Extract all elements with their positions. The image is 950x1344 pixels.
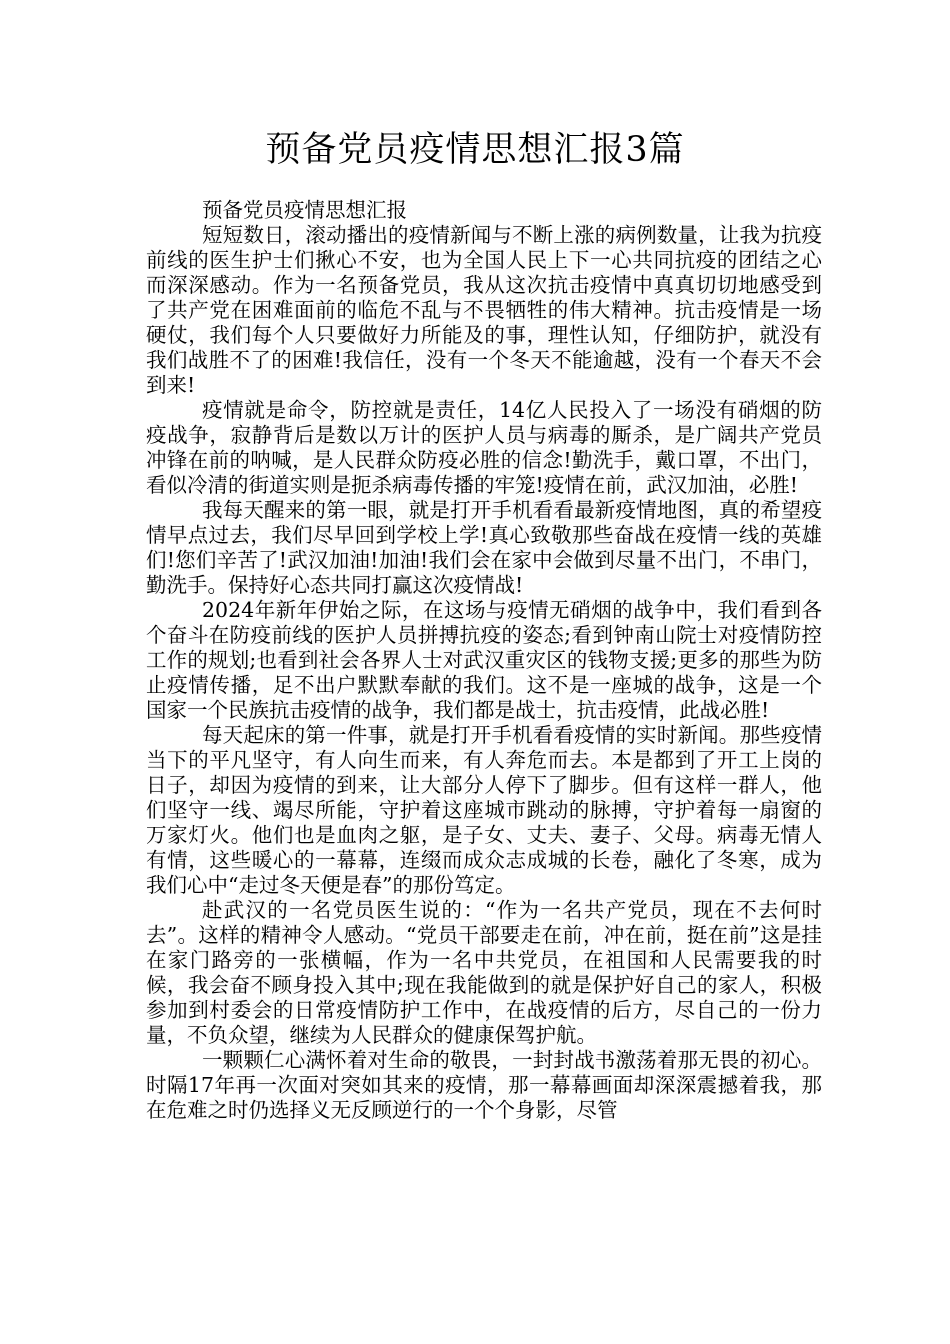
paragraph-2: 疫情就是命令，防控就是责任，14亿人民投入了一场没有硝烟的防疫战争，寂静背后是数以万计的医护人员与病毒的厮杀，是广阔共产党员冲锋在前的呐喊，是人民群众防疫必胜的信念!勤洗手，戴口罩，不出门，看似冷清的街道实则是扼杀病毒传播的牢笼!疫情在前，武汉加油，必胜! xyxy=(146,398,822,497)
paragraph-1: 短短数日，滚动播出的疫情新闻与不断上涨的病例数量，让我为抗疫前线的医生护士们揪心不安，也为全国人民上下一心共同抗疫的团结之心而深深感动。作为一名预备党员，我从这次抗击疫情中真真切切地感受到了共产党在困难面前的临危不乱与不畏牺牲的伟大精神。抗击疫情是一场硬仗，我们每个人只要做好力所能及的事，理性认知，仔细防护，就没有我们战胜不了的困难!我信任，没有一个冬天不能逾越，没有一个春天不会到来! xyxy=(146,223,822,397)
paragraph-3: 我每天醒来的第一眼，就是打开手机看看最新疫情地图，真的希望疫情早点过去，我们尽早回到学校上学!真心致敬那些奋战在疫情一线的英雄们!您们辛苦了!武汉加油!加油!我们会在家中会做到尽量不出门，不串门，勤洗手。保持好心态共同打赢这次疫情战! xyxy=(146,498,822,597)
paragraph-7: 一颗颗仁心满怀着对生命的敬畏，一封封战书激荡着那无畏的初心。时隔17年再一次面对突如其来的疫情，那一幕幕画面却深深震撼着我，那在危难之时仍选择义无反顾逆行的一个个身影，尽管 xyxy=(146,1048,822,1122)
document-subtitle: 预备党员疫情思想汇报 xyxy=(202,198,407,222)
document-title: 预备党员疫情思想汇报3篇 xyxy=(265,130,685,170)
paragraph-4: 2024年新年伊始之际，在这场与疫情无硝烟的战争中，我们看到各个奋斗在防疫前线的医护人员拼搏抗疫的姿态;看到钟南山院士对疫情防控工作的规划;也看到社会各界人士对武汉重灾区的钱物支援;更多的那些为防止疫情传播，足不出户默默奉献的我们。这不是一座城的战争，这是一个国家一个民族抗击疫情的战争，我们都是战士，抗击疫情，此战必胜! xyxy=(146,598,822,722)
paragraph-6: 赴武汉的一名党员医生说的：“作为一名共产党员，现在不去何时去”。这样的精神令人感动。“党员干部要走在前，冲在前，挺在前”这是挂在家门路旁的一张横幅，作为一名中共党员，在祖国和人民需要我的时候，我会奋不顾身投入其中;现在我能做到的就是保护好自己的家人，积极参加到村委会的日常疫情防护工作中，在战疫情的后方，尽自己的一份力量，不负众望，继续为人民群众的健康保驾护航。 xyxy=(146,898,822,1047)
paragraph-5: 每天起床的第一件事，就是打开手机看看疫情的实时新闻。那些疫情当下的平凡坚守，有人向生而来，有人奔危而去。本是都到了开工上岗的日子，却因为疫情的到来，让大部分人停下了脚步。但有这样一群人，他们坚守一线、竭尽所能，守护着这座城市跳动的脉搏，守护着每一扇窗的万家灯火。他们也是血肉之躯，是子女、丈夫、妻子、父母。病毒无情人有情，这些暖心的一幕幕，连缀而成众志成城的长卷，融化了冬寒，成为我们心中“走过冬天便是春”的那份笃定。 xyxy=(146,723,822,897)
document-body xyxy=(146,198,822,1123)
